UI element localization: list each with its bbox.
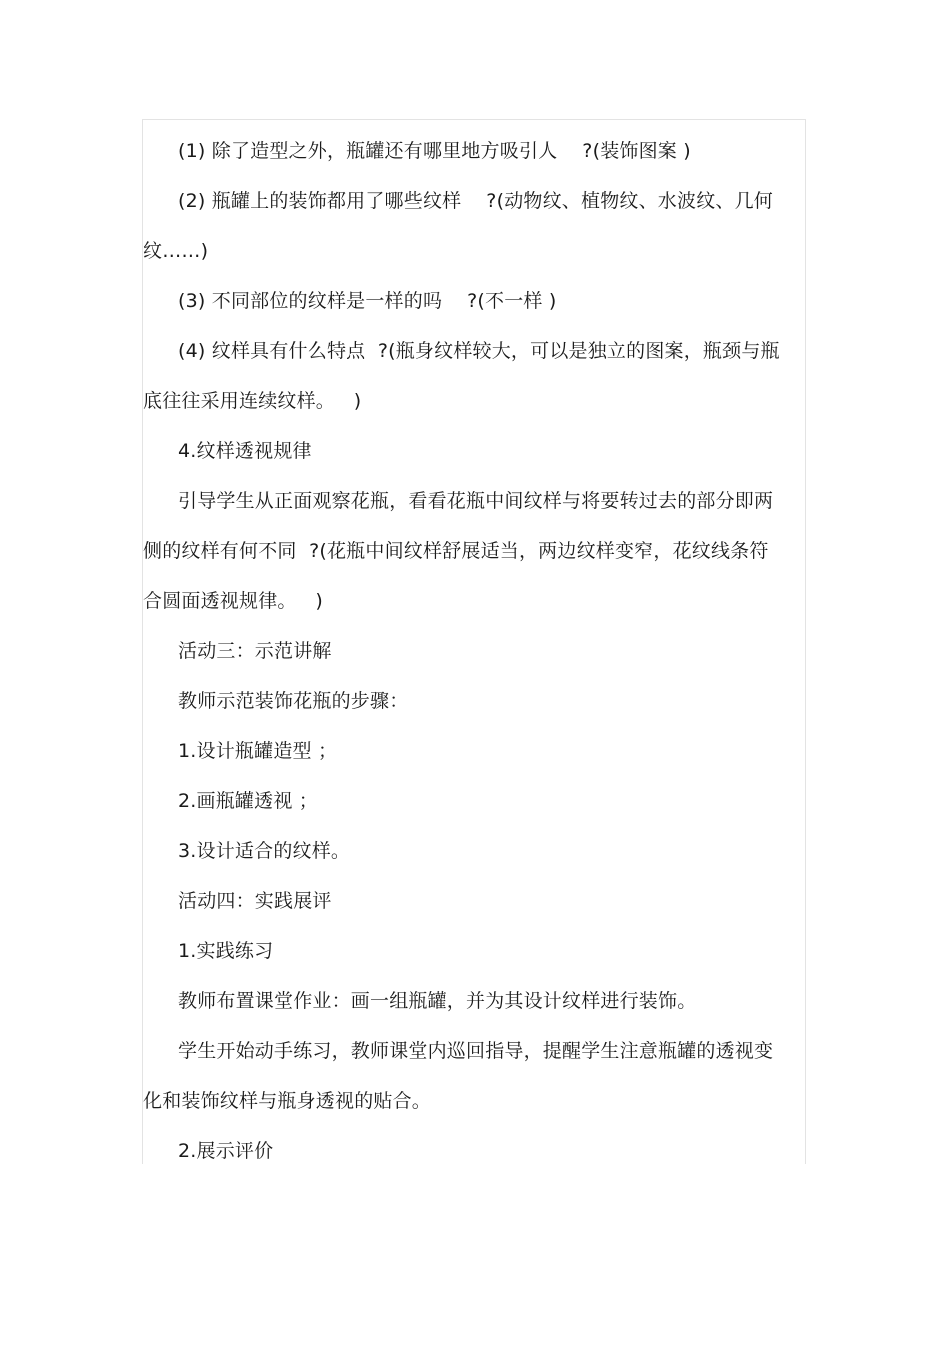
student-practice-paragraph: 学生开始动手练习，教师课堂内巡回指导，提醒学生注意瓶罐的透视变化和装饰纹样与瓶身透视的贴合。	[143, 1040, 774, 1112]
document-body	[143, 126, 783, 1176]
question-2: (2) 瓶罐上的装饰都用了哪些纹样 ?(动物纹、植物纹、水波纹、几何纹……)	[143, 190, 774, 262]
demo-steps-intro: 教师示范装饰花瓶的步骤：	[178, 690, 409, 712]
question-1: (1) 除了造型之外，瓶罐还有哪里地方吸引人 ?(装饰图案 )	[178, 140, 691, 162]
display-evaluation-heading: 2.展示评价	[178, 1140, 274, 1162]
step-1: 1.设计瓶罐造型 ；	[178, 740, 338, 762]
activity-four-heading: 活动四：实践展评	[178, 890, 332, 912]
section-heading-perspective: 4.纹样透视规律	[178, 440, 312, 462]
activity-three-heading: 活动三：示范讲解	[178, 640, 332, 662]
step-3: 3.设计适合的纹样。	[178, 840, 351, 862]
practice-heading: 1.实践练习	[178, 940, 274, 962]
question-4: (4) 纹样具有什么特点 ?(瓶身纹样较大，可以是独立的图案，瓶颈与瓶底往往采用连续纹样。 )	[143, 340, 780, 412]
assignment-paragraph: 教师布置课堂作业：画一组瓶罐，并为其设计纹样进行装饰。	[178, 990, 697, 1012]
question-3: (3) 不同部位的纹样是一样的吗 ?(不一样 )	[178, 290, 557, 312]
perspective-paragraph: 引导学生从正面观察花瓶，看看花瓶中间纹样与将要转过去的部分即两侧的纹样有何不同 ?(花瓶中间纹样舒展适当，两边纹样变窄，花纹线条符合圆面透视规律。 )	[143, 490, 774, 612]
step-2: 2.画瓶罐透视 ；	[178, 790, 318, 812]
